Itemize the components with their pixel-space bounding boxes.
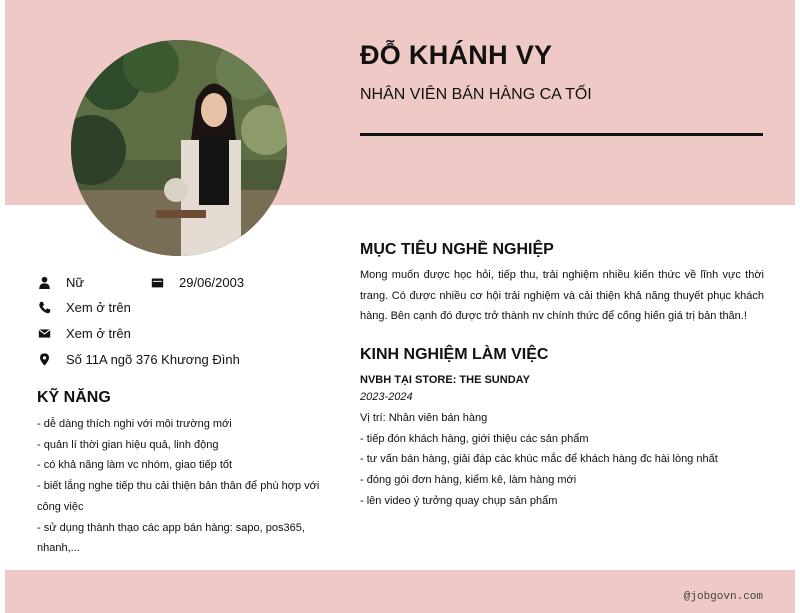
email-row [37,326,131,341]
email-icon [37,327,51,341]
phone-icon [37,301,51,315]
objective-text: Mong muốn được học hỏi, tiếp thu, trải nghiệm nhiều kiến thức về lĩnh vực thời trang. Có được nhiều cơ hội trải nghiệm và cải thiện khả năng thuyết phục khách hàng. Bên cạnh đó được trở thành nv chính thức để cống hiến giá trị bản thân.! [360,269,764,323]
calendar-icon [150,276,164,290]
birthdate-value: 29/06/2003 [179,275,245,290]
title-divider [360,133,763,136]
footer-band [5,570,795,613]
experience-item: - tiếp đón khách hàng, giới thiệu các sản phẩm [360,432,589,445]
job-title: NHÂN VIÊN BÁN HÀNG CA TỐI [360,86,592,103]
experience-period: 2023-2024 [360,391,413,403]
experience-item: Vị trí: Nhân viên bán hàng [360,412,488,424]
watermark: @jobgovn.com [683,591,763,603]
experience-heading: KINH NGHIỆM LÀM VIỆC [360,346,549,363]
phone-row [37,300,131,315]
experience-item: - lên video ý tưởng quay chụp sản phẩm [360,494,558,507]
birthdate-row [150,275,244,290]
candidate-name: ĐỖ KHÁNH VY [360,40,553,70]
skills-heading: KỸ NĂNG [37,389,111,406]
skill-item: - quản lí thời gian hiệu quả, linh động [37,438,219,451]
skill-item: - dễ dàng thích nghi với môi trường mới [37,418,232,430]
address-value: Số 11A ngõ 376 Khương Đình [66,352,240,367]
skill-item: - sử dụng thành thạo các app bán hàng: sapo, pos365, nhanh,... [37,521,305,555]
skill-item: - biết lắng nghe tiếp thu cải thiện bản thân để phù hợp với công việc [37,480,320,513]
objective-heading: MỤC TIÊU NGHỀ NGHIỆP [360,241,554,258]
experience-company: NVBH TẠI STORE: THE SUNDAY [360,374,530,386]
avatar-photo [71,40,287,256]
address-row [37,352,240,367]
avatar [71,40,287,256]
location-icon [37,353,51,367]
cv-page [5,0,795,613]
person-icon [37,276,51,290]
gender-row [37,275,84,290]
phone-value: Xem ở trên [66,300,131,315]
experience-list [360,408,764,512]
experience-item: - đóng gói đơn hàng, kiểm kê, làm hàng mới [360,474,577,487]
skill-item: - có khả năng làm vc nhóm, giao tiếp tốt [37,459,233,472]
gender-value: Nữ [66,275,85,290]
email-value: Xem ở trên [66,326,131,341]
skills-list [37,414,327,559]
experience-item: - tư vấn bán hàng, giải đáp các khúc mắc để khách hàng đc hài lòng nhất [360,453,718,466]
